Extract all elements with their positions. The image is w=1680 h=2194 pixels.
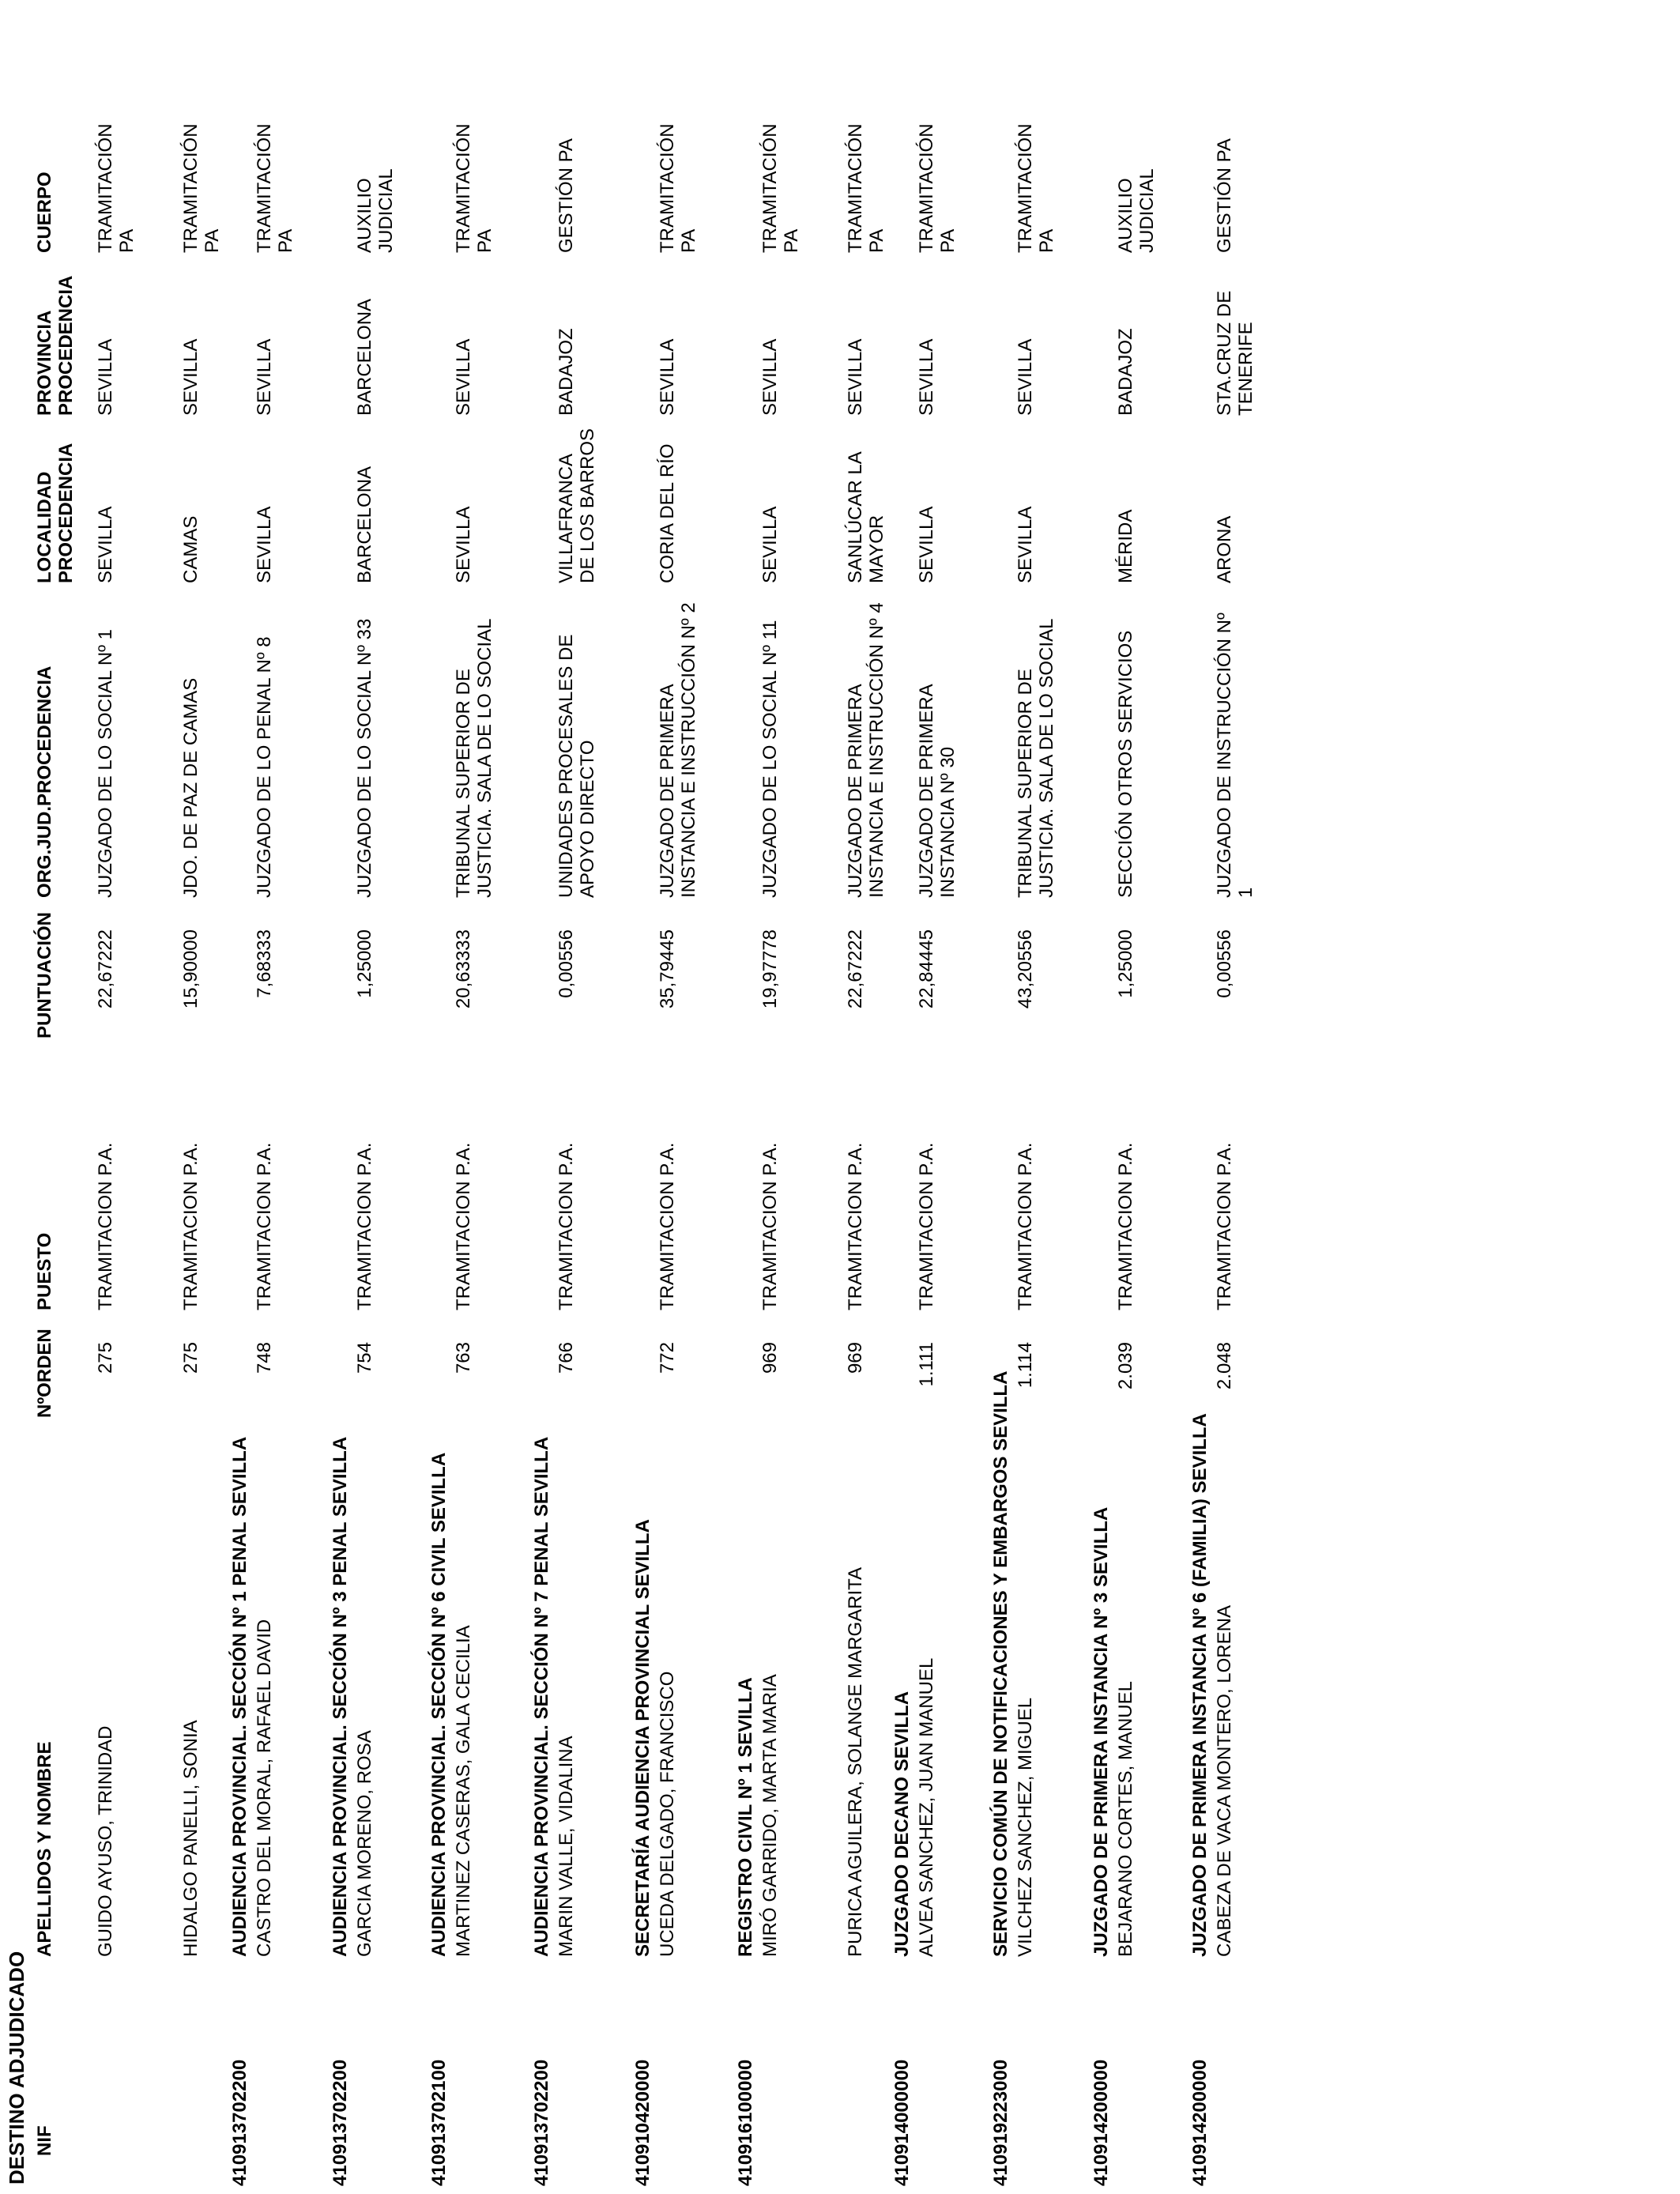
- row-localidad: CAMAS: [180, 515, 202, 583]
- row-nombre: CABEZA DE VACA MONTERO, LORENA: [1214, 1605, 1235, 1957]
- row-organo: JUZGADO DE INSTRUCCIÓN Nº 1: [1214, 613, 1256, 898]
- row-cuerpo: GESTIÓN PA: [1214, 138, 1235, 253]
- row-puntuacion: 19,97778: [759, 929, 781, 1009]
- row-organo: JUZGADO DE LO PENAL Nº 8: [254, 636, 275, 898]
- row-provincia: BARCELONA: [354, 298, 375, 416]
- destino-nif: 410919223000: [990, 2059, 1011, 2186]
- row-puesto: TRAMITACION P.A.: [1015, 1142, 1036, 1310]
- row-cuerpo: TRAMITACIÓN PA: [254, 123, 296, 253]
- row-cuerpo: AUXILIO JUDICIAL: [354, 168, 397, 253]
- row-puntuacion: 22,84445: [916, 929, 937, 1009]
- row-puntuacion: 35,79445: [657, 929, 678, 1009]
- row-puesto: TRAMITACION P.A.: [556, 1142, 577, 1310]
- row-puntuacion: 0,00556: [1214, 929, 1235, 998]
- header-provincia: PROVINCIA PROCEDENCIA: [34, 275, 77, 416]
- destino-name: AUDIENCIA PROVINCIAL. SECCIÓN Nº 3 PENAL SEVILLA: [330, 1436, 351, 1957]
- row-provincia: BADAJOZ: [556, 328, 577, 416]
- row-orden: 275: [180, 1342, 202, 1374]
- row-localidad: SEVILLA: [453, 506, 474, 583]
- row-cuerpo: GESTIÓN PA: [556, 138, 577, 253]
- row-orden: 2.039: [1115, 1342, 1136, 1390]
- header-nombre: APELLIDOS Y NOMBRE: [34, 1741, 55, 1957]
- header-nif: NIF: [34, 2125, 55, 2156]
- row-puesto: TRAMITACION P.A.: [354, 1142, 375, 1310]
- row-organo: JUZGADO DE LO SOCIAL Nº 1: [95, 629, 116, 898]
- row-puntuacion: 20,63333: [453, 929, 474, 1009]
- destino-nif: 410914200000: [1189, 2059, 1211, 2186]
- destino-name: AUDIENCIA PROVINCIAL. SECCIÓN Nº 1 PENAL SEVILLA: [229, 1436, 250, 1957]
- row-orden: 754: [354, 1342, 375, 1374]
- row-organo: JUZGADO DE LO SOCIAL Nº 11: [759, 620, 781, 898]
- row-puesto: TRAMITACION P.A.: [657, 1142, 678, 1310]
- destino-name: JUZGADO DE PRIMERA INSTANCIA Nº 6 (FAMILIA) SEVILLA: [1189, 1413, 1211, 1957]
- row-orden: 1.114: [1015, 1342, 1036, 1389]
- row-orden: 1.111: [916, 1342, 937, 1387]
- row-organo: JUZGADO DE LO SOCIAL Nº 33: [354, 618, 375, 898]
- row-localidad: CORIA DEL RÍO: [657, 443, 678, 583]
- row-puntuacion: 43,20556: [1015, 929, 1036, 1009]
- row-puesto: TRAMITACION P.A.: [453, 1142, 474, 1310]
- row-orden: 772: [657, 1342, 678, 1374]
- destino-name: AUDIENCIA PROVINCIAL. SECCIÓN Nº 7 PENAL SEVILLA: [531, 1436, 552, 1957]
- destino-name: SECRETARÍA AUDIENCIA PROVINCIAL SEVILLA: [632, 1519, 654, 1957]
- destino-nif: 410913702200: [531, 2059, 552, 2186]
- row-cuerpo: TRAMITACIÓN PA: [657, 123, 699, 253]
- row-orden: 766: [556, 1342, 577, 1374]
- destino-nif: 410914200000: [1090, 2059, 1112, 2186]
- row-nombre: MARTINEZ CASERAS, GALA CECILIA: [453, 1625, 474, 1957]
- row-cuerpo: TRAMITACIÓN PA: [180, 123, 223, 253]
- row-puntuacion: 0,00556: [556, 929, 577, 998]
- destino-nif: 410910420000: [632, 2059, 654, 2186]
- page-title: DESTINO ADJUDICADO: [5, 1951, 28, 2185]
- header-localidad: LOCALIDAD PROCEDENCIA: [34, 443, 77, 583]
- row-organo: JUZGADO DE PRIMERA INSTANCIA Nº 30: [916, 684, 959, 898]
- row-orden: 2.048: [1214, 1342, 1235, 1390]
- row-provincia: SEVILLA: [254, 338, 275, 416]
- row-organo: TRIBUNAL SUPERIOR DE JUSTICIA. SALA DE LO SOCIAL: [453, 618, 495, 898]
- row-localidad: BARCELONA: [354, 466, 375, 583]
- row-localidad: MÉRIDA: [1115, 509, 1136, 583]
- header-puesto: PUESTO: [34, 1232, 55, 1310]
- header-cuerpo: CUERPO: [34, 172, 55, 253]
- row-orden: 275: [95, 1342, 116, 1374]
- row-cuerpo: TRAMITACIÓN PA: [1015, 123, 1057, 253]
- row-puesto: TRAMITACION P.A.: [254, 1142, 275, 1310]
- row-puesto: TRAMITACION P.A.: [759, 1142, 781, 1310]
- row-puesto: TRAMITACION P.A.: [95, 1142, 116, 1310]
- row-provincia: SEVILLA: [453, 338, 474, 416]
- row-cuerpo: TRAMITACIÓN PA: [845, 123, 887, 253]
- row-puesto: TRAMITACION P.A.: [916, 1142, 937, 1310]
- row-puesto: TRAMITACION P.A.: [1115, 1142, 1136, 1310]
- row-nombre: UCEDA DELGADO, FRANCISCO: [657, 1671, 678, 1957]
- header-orden: NºORDEN: [34, 1329, 55, 1418]
- destino-name: JUZGADO DE PRIMERA INSTANCIA Nº 3 SEVILLA: [1090, 1506, 1112, 1957]
- row-localidad: SEVILLA: [1015, 506, 1036, 583]
- row-puntuacion: 7,68333: [254, 929, 275, 998]
- row-organo: JUZGADO DE PRIMERA INSTANCIA E INSTRUCCIÓN Nº 4: [845, 602, 887, 898]
- destino-name: AUDIENCIA PROVINCIAL. SECCIÓN Nº 6 CIVIL SEVILLA: [428, 1452, 450, 1957]
- destino-nif: 410916100000: [735, 2059, 756, 2186]
- row-localidad: SEVILLA: [916, 506, 937, 583]
- destino-name: SERVICIO COMÚN DE NOTIFICACIONES Y EMBARGOS SEVILLA: [990, 1370, 1011, 1957]
- row-organo: TRIBUNAL SUPERIOR DE JUSTICIA. SALA DE LO SOCIAL: [1015, 618, 1057, 898]
- row-nombre: MIRÓ GARRIDO, MARTA MARIA: [759, 1674, 781, 1957]
- row-cuerpo: TRAMITACIÓN PA: [759, 123, 802, 253]
- row-orden: 748: [254, 1342, 275, 1374]
- destino-name: JUZGADO DECANO SEVILLA: [891, 1691, 913, 1957]
- row-cuerpo: AUXILIO JUDICIAL: [1115, 168, 1158, 253]
- row-organo: JUZGADO DE PRIMERA INSTANCIA E INSTRUCCIÓN Nº 2: [657, 602, 699, 898]
- header-organo: ORG.JUD.PROCEDENCIA: [34, 665, 55, 898]
- destino-nif: 410914000000: [891, 2059, 913, 2186]
- row-puesto: TRAMITACION P.A.: [845, 1142, 866, 1310]
- row-puntuacion: 15,90000: [180, 929, 202, 1009]
- row-orden: 969: [759, 1342, 781, 1374]
- row-nombre: GARCIA MORENO, ROSA: [354, 1730, 375, 1957]
- row-organo: JDO. DE PAZ DE CAMAS: [180, 677, 202, 898]
- header-puntuacion: PUNTUACIÓN: [34, 912, 55, 1039]
- row-localidad: SEVILLA: [759, 506, 781, 583]
- row-provincia: SEVILLA: [95, 338, 116, 416]
- destino-nif: 410913702100: [428, 2059, 450, 2186]
- row-provincia: SEVILLA: [916, 338, 937, 416]
- row-localidad: SEVILLA: [95, 506, 116, 583]
- row-puntuacion: 22,67222: [845, 929, 866, 1009]
- row-localidad: ARONA: [1214, 515, 1235, 583]
- row-organo: UNIDADES PROCESALES DE APOYO DIRECTO: [556, 634, 598, 898]
- row-puesto: TRAMITACION P.A.: [180, 1142, 202, 1310]
- row-cuerpo: TRAMITACIÓN PA: [95, 123, 137, 253]
- row-localidad: SEVILLA: [254, 506, 275, 583]
- row-nombre: BEJARANO CORTES, MANUEL: [1115, 1681, 1136, 1957]
- row-orden: 969: [845, 1342, 866, 1374]
- row-cuerpo: TRAMITACIÓN PA: [916, 123, 959, 253]
- row-nombre: GUIDO AYUSO, TRINIDAD: [95, 1725, 116, 1957]
- row-provincia: SEVILLA: [657, 338, 678, 416]
- row-provincia: BADAJOZ: [1115, 328, 1136, 416]
- row-localidad: VILLAFRANCA DE LOS BARROS: [556, 428, 598, 583]
- row-puntuacion: 1,25000: [1115, 929, 1136, 998]
- row-provincia: SEVILLA: [180, 338, 202, 416]
- row-localidad: SANLÚCAR LA MAYOR: [845, 452, 887, 583]
- row-puesto: TRAMITACION P.A.: [1214, 1142, 1235, 1310]
- row-orden: 763: [453, 1342, 474, 1374]
- row-nombre: CASTRO DEL MORAL, RAFAEL DAVID: [254, 1619, 275, 1957]
- destino-name: REGISTRO CIVIL Nº 1 SEVILLA: [735, 1677, 756, 1957]
- row-nombre: VILCHEZ SANCHEZ, MIGUEL: [1015, 1697, 1036, 1957]
- destino-nif: 410913702200: [229, 2059, 250, 2186]
- row-provincia: SEVILLA: [759, 338, 781, 416]
- row-nombre: MARIN VALLE, VIDALINA: [556, 1736, 577, 1957]
- row-provincia: SEVILLA: [845, 338, 866, 416]
- row-puntuacion: 1,25000: [354, 929, 375, 998]
- row-nombre: HIDALGO PANELLI, SONIA: [180, 1720, 202, 1957]
- row-puntuacion: 22,67222: [95, 929, 116, 1009]
- row-nombre: PURICA AGUILERA, SOLANGE MARGARITA: [845, 1566, 866, 1957]
- row-cuerpo: TRAMITACIÓN PA: [453, 123, 495, 253]
- row-nombre: ALVEA SANCHEZ, JUAN MANUEL: [916, 1657, 937, 1957]
- row-provincia: STA.CRUZ DE TENERIFE: [1214, 290, 1256, 416]
- row-organo: SECCIÓN OTROS SERVICIOS: [1115, 630, 1136, 898]
- row-provincia: SEVILLA: [1015, 338, 1036, 416]
- destino-nif: 410913702200: [330, 2059, 351, 2186]
